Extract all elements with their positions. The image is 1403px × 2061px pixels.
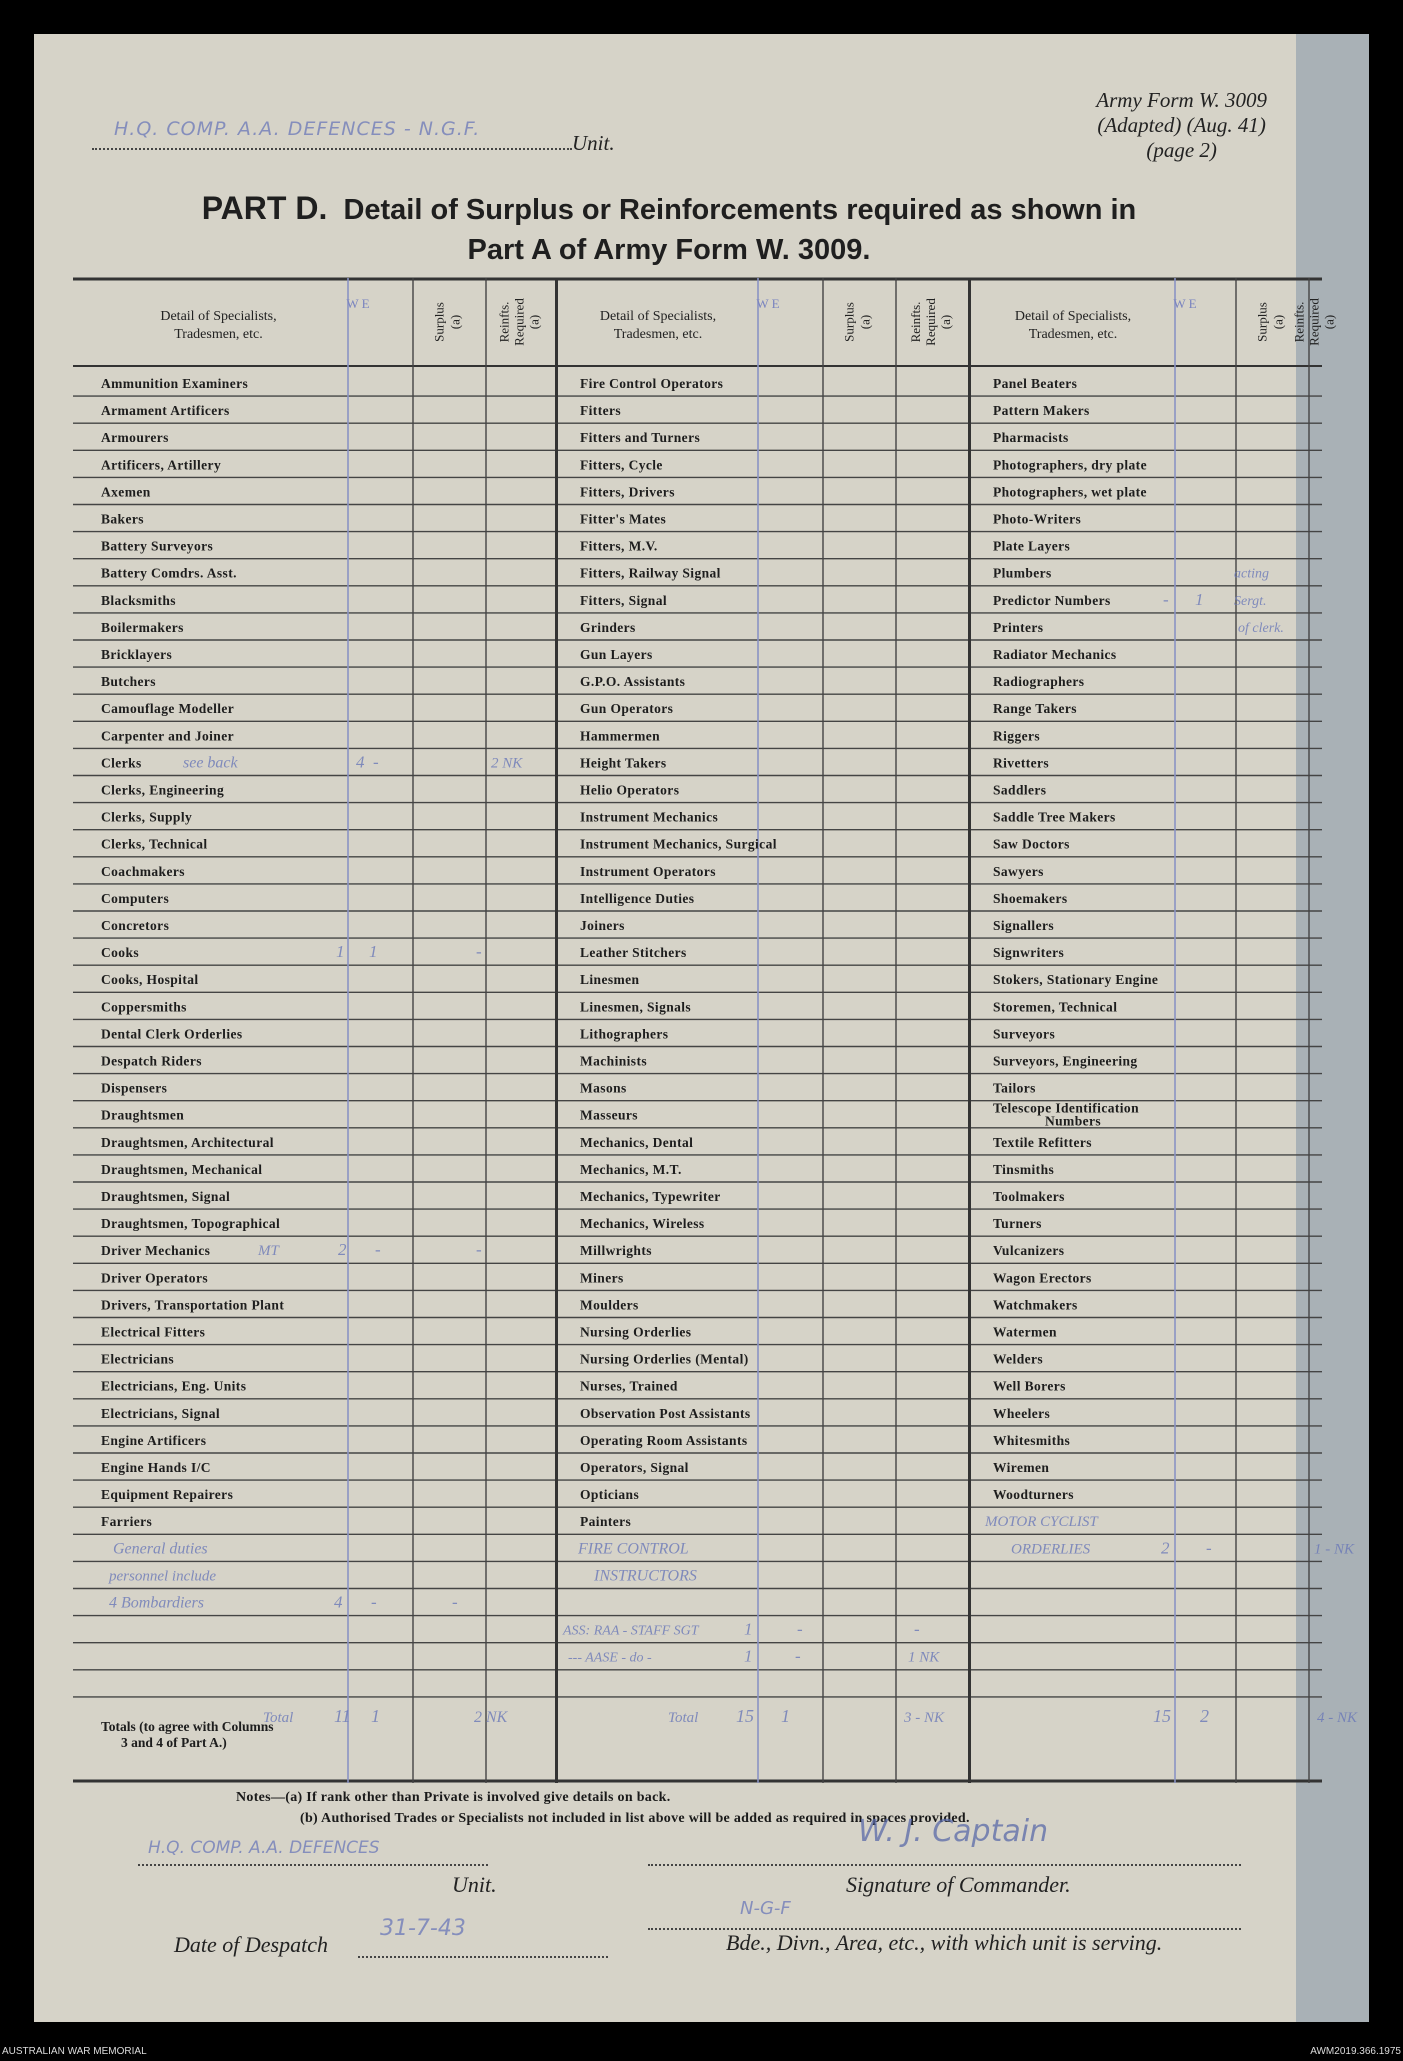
handwritten-entry: MOTOR CYCLIST	[985, 1514, 1098, 1531]
date-field	[358, 1916, 608, 1958]
page-title	[74, 188, 1264, 270]
handwritten-entry: 1 NK	[908, 1649, 940, 1666]
row-label: Camouflage Modeller	[101, 701, 235, 717]
handwritten-total: 2 NK	[474, 1709, 508, 1726]
row-label: Draughtsmen, Signal	[101, 1189, 231, 1204]
handwritten-entry: 1	[744, 1619, 753, 1639]
row-label: Watchmakers	[993, 1297, 1078, 1313]
col-header-detail: Tradesmen, etc.	[174, 327, 263, 342]
row-label: Range Takers	[993, 701, 1077, 717]
row-label: Hammermen	[580, 728, 661, 744]
row-label: Cooks	[101, 945, 140, 961]
row-label: Fitters, Drivers	[580, 484, 675, 500]
row-label: Draughtsmen, Architectural	[101, 1134, 274, 1150]
row-label: Signallers	[993, 918, 1055, 933]
row-label: Mechanics, M.T.	[580, 1161, 682, 1177]
credit-right: AWM2019.366.1975	[1310, 2046, 1401, 2057]
row-label: Clerks	[101, 755, 142, 771]
col-header-surplus: Surplus	[841, 302, 857, 342]
row-label: Blacksmiths	[101, 592, 176, 608]
row-label: Panel Beaters	[993, 376, 1078, 391]
form-page: (page 2)	[1146, 138, 1217, 162]
handwritten-entry: 4	[356, 752, 365, 772]
row-label: Engine Artificers	[101, 1432, 207, 1448]
row-label: Tinsmiths	[993, 1161, 1055, 1177]
col-header-detail: Detail of Specialists,	[1014, 309, 1132, 324]
row-label: Carpenter and Joiner	[101, 728, 234, 744]
row-label: Photographers, dry plate	[993, 457, 1147, 473]
totals-label: 3 and 4 of Part A.)	[121, 1734, 227, 1750]
handwritten-entry: -	[452, 1592, 458, 1612]
handwritten-total: Total	[263, 1710, 294, 1726]
handwritten-entry: 1	[1195, 589, 1204, 609]
row-label: Artificers, Artillery	[101, 457, 222, 473]
row-label: Mechanics, Dental	[580, 1134, 694, 1150]
table-grid	[73, 278, 1358, 1783]
handwritten-entry: MT	[258, 1243, 279, 1260]
row-label: Watermen	[993, 1324, 1057, 1340]
row-label: Axemen	[101, 484, 151, 500]
row-label: Computers	[101, 890, 170, 906]
col-header-reinf: Required	[1306, 298, 1322, 346]
unit-label-top: Unit.	[572, 131, 615, 155]
handwritten-total: Total	[668, 1710, 699, 1726]
row-label: Dispensers	[101, 1080, 168, 1096]
handwritten-total: 1	[781, 1706, 790, 1726]
row-label: Joiners	[580, 918, 625, 933]
handwritten-entry: -	[476, 1240, 482, 1260]
row-label: Nurses, Trained	[580, 1378, 678, 1394]
row-label: Shoemakers	[993, 890, 1068, 906]
row-label: Photographers, wet plate	[993, 484, 1147, 500]
row-label: Ammunition Examiners	[101, 376, 249, 391]
row-label: Bricklayers	[101, 647, 173, 662]
row-label: Bakers	[101, 511, 144, 527]
signature-label: Signature of Commander.	[846, 1872, 1071, 1897]
handwritten-entry: General duties	[113, 1540, 208, 1558]
row-label: Draughtsmen	[101, 1107, 185, 1123]
row-label: Mechanics, Typewriter	[580, 1189, 721, 1204]
row-label: Coachmakers	[101, 863, 185, 879]
unit-label-bottom: Unit.	[452, 1872, 497, 1897]
row-label: Linesmen	[580, 972, 640, 988]
col-header-surplus: (a)	[857, 314, 873, 330]
row-label: Draughtsmen, Topographical	[101, 1216, 281, 1232]
totals-label: Totals (to agree with Columns	[101, 1718, 274, 1734]
form-identifier	[1096, 88, 1267, 163]
signature-field	[648, 1814, 1241, 1866]
handwritten-total: 15	[1153, 1706, 1171, 1726]
row-label: Electricians, Eng. Units	[101, 1378, 247, 1394]
credit-left: AUSTRALIAN WAR MEMORIAL	[2, 2046, 147, 2057]
date-handwritten: 31-7-43	[380, 1916, 466, 1941]
handwritten-entry: of clerk.	[1238, 620, 1284, 636]
handwritten-entry: 1	[336, 942, 345, 962]
handwritten-total: 15	[736, 1706, 754, 1726]
row-label: Intelligence Duties	[580, 890, 695, 906]
row-label: Leather Stitchers	[580, 945, 687, 961]
handwritten-entry: Sergt.	[1234, 593, 1267, 609]
row-label: Predictor Numbers	[993, 592, 1111, 608]
note-a: Notes—(a) If rank other than Private is involved give details on back.	[236, 1790, 671, 1805]
row-label: Radiographers	[993, 674, 1085, 690]
row-label: Turners	[993, 1216, 1042, 1232]
date-label: Date of Despatch	[174, 1932, 328, 1957]
row-label: Drivers, Transportation Plant	[101, 1297, 285, 1313]
row-label: Equipment Repairers	[101, 1487, 234, 1503]
row-label: Saw Doctors	[993, 836, 1070, 852]
row-label: Battery Comdrs. Asst.	[101, 565, 237, 581]
bde-field	[648, 1898, 1241, 1930]
handwritten-entry: -	[1206, 1538, 1212, 1558]
row-label: Driver Mechanics	[101, 1243, 211, 1259]
col-header-reinf: Required	[511, 298, 527, 346]
row-label: Wheelers	[993, 1405, 1051, 1421]
row-label: Numbers	[1045, 1113, 1102, 1129]
title-line1: Detail of Surplus or Reinforcements required as shown in	[343, 194, 1137, 226]
handwritten-entry: -	[476, 942, 482, 962]
row-label: Surveyors	[993, 1026, 1056, 1042]
row-label: Despatch Riders	[101, 1053, 202, 1069]
row-label: Surveyors, Engineering	[993, 1053, 1138, 1069]
row-label: Wiremen	[993, 1460, 1050, 1475]
row-label: Machinists	[580, 1053, 648, 1069]
row-label: Painters	[580, 1514, 632, 1530]
form-number: Army Form W. 3009	[1096, 88, 1267, 112]
row-label: Grinders	[580, 619, 636, 635]
col-header-reinf: (a)	[526, 314, 542, 330]
row-label: Saddlers	[993, 782, 1047, 798]
handwritten-entry: 1 - NK	[1314, 1541, 1355, 1558]
handwritten-entry: 1	[744, 1646, 753, 1666]
handwritten-entry: INSTRUCTORS	[594, 1567, 697, 1585]
row-label: Fitters	[580, 403, 622, 419]
handwritten-entry: 4	[334, 1592, 343, 1612]
handwritten-entry: --- AASE - do -	[568, 1650, 652, 1666]
unit-handwritten-bottom: H.Q. COMP. A.A. DEFENCES	[148, 1838, 380, 1858]
row-label: Fire Control Operators	[580, 376, 724, 391]
row-label: Linesmen, Signals	[580, 999, 692, 1015]
row-label: Instrument Mechanics, Surgical	[580, 836, 777, 852]
row-label: Armament Artificers	[101, 403, 230, 419]
row-label: Sawyers	[993, 863, 1044, 879]
row-label: Saddle Tree Makers	[993, 809, 1116, 825]
row-label: Dental Clerk Orderlies	[101, 1026, 243, 1042]
handwritten-entry: -	[914, 1619, 920, 1639]
row-label: Opticians	[580, 1487, 640, 1503]
row-label: Clerks, Technical	[101, 836, 208, 852]
handwritten-entry: 1	[369, 942, 378, 962]
row-label: Stokers, Stationary Engine	[993, 972, 1159, 988]
row-label: Fitters, Signal	[580, 592, 667, 608]
col-header-surplus: (a)	[447, 314, 463, 330]
row-label: Operating Room Assistants	[580, 1432, 748, 1448]
row-label: Farriers	[101, 1514, 153, 1530]
row-label: Whitesmiths	[993, 1432, 1071, 1448]
row-label: Riggers	[993, 728, 1041, 744]
col-header-detail: Detail of Specialists,	[599, 309, 717, 324]
row-label: Engine Hands I/C	[101, 1460, 211, 1475]
row-label: Millwrights	[580, 1243, 652, 1259]
row-label: Plumbers	[993, 565, 1052, 581]
specialists-table	[73, 278, 1358, 1783]
handwritten-entry: personnel include	[109, 1568, 217, 1585]
col-header-reinf: Reinfts.	[1291, 301, 1307, 343]
row-label: Miners	[580, 1270, 624, 1286]
row-label: Instrument Mechanics	[580, 809, 719, 825]
row-label: Helio Operators	[580, 782, 680, 798]
row-label: Clerks, Supply	[101, 809, 193, 825]
row-label: Signwriters	[993, 945, 1065, 961]
form-adapted: (Adapted) (Aug. 41)	[1097, 113, 1266, 137]
row-label: Tailors	[993, 1080, 1036, 1096]
handwritten-total: 11	[334, 1706, 351, 1726]
row-label: Height Takers	[580, 755, 667, 771]
row-label: Driver Operators	[101, 1270, 208, 1286]
row-label: Wagon Erectors	[993, 1270, 1092, 1286]
handwritten-clerks-note: see back	[183, 754, 238, 772]
row-label: Fitters, Railway Signal	[580, 565, 721, 581]
handwritten-total: 2	[1200, 1706, 1209, 1726]
handwritten-entry: 2	[338, 1240, 347, 1260]
unit-handwritten-top: H.Q. COMP. A.A. DEFENCES - N.G.F.	[114, 118, 481, 140]
handwritten-total: 1	[371, 1706, 380, 1726]
col-header-reinf: Required	[923, 298, 938, 346]
row-label: Electricians, Signal	[101, 1405, 220, 1421]
handwritten-entry: acting	[1234, 566, 1269, 582]
handwritten-entry: -	[795, 1646, 801, 1666]
row-label: Gun Operators	[580, 701, 674, 717]
row-label: Pattern Makers	[993, 403, 1090, 419]
row-label: Battery Surveyors	[101, 538, 214, 554]
handwritten-entry: ORDERLIES	[1011, 1541, 1091, 1558]
row-label: Cooks, Hospital	[101, 972, 199, 988]
row-label: Rivetters	[993, 755, 1050, 771]
row-label: Observation Post Assistants	[580, 1405, 751, 1421]
col-header-reinf: Reinfts.	[496, 301, 512, 343]
row-label: Fitters, M.V.	[580, 538, 658, 554]
row-label: Instrument Operators	[580, 863, 716, 879]
col-header-surplus: Surplus	[431, 302, 447, 342]
row-label: Vulcanizers	[993, 1243, 1065, 1259]
row-label: Draughtsmen, Mechanical	[101, 1161, 263, 1177]
row-label: Well Borers	[993, 1378, 1066, 1394]
row-label: Moulders	[580, 1297, 639, 1313]
col-header-we: W E	[756, 296, 780, 311]
handwritten-entry: -	[373, 752, 379, 772]
row-label: Textile Refitters	[993, 1134, 1092, 1150]
row-label: Nursing Orderlies (Mental)	[580, 1351, 749, 1367]
col-header-reinf: (a)	[938, 314, 953, 330]
row-label: Electricians	[101, 1351, 175, 1367]
row-label: Welders	[993, 1351, 1044, 1367]
handwritten-entry: -	[371, 1592, 377, 1612]
signature-handwritten: W. J. Captain	[858, 1814, 1049, 1849]
row-label: Radiator Mechanics	[993, 647, 1117, 662]
col-header-detail: Tradesmen, etc.	[1028, 327, 1118, 342]
handwritten-entry: ASS: RAA - STAFF SGT	[563, 1623, 699, 1639]
handwritten-entry: -	[797, 1619, 803, 1639]
unit-field-bottom	[138, 1836, 488, 1866]
row-label: Fitter's Mates	[580, 511, 667, 527]
row-label: Printers	[993, 619, 1044, 635]
row-label: Gun Layers	[580, 647, 653, 662]
row-label: Plate Layers	[993, 538, 1071, 554]
note-b: (b) Authorised Trades or Specialists not included in list above will be added as required in spaces provided.	[300, 1811, 970, 1826]
row-label: Masons	[580, 1080, 627, 1096]
row-label: Operators, Signal	[580, 1460, 689, 1475]
handwritten-entry: FIRE CONTROL	[578, 1540, 689, 1558]
row-label: G.P.O. Assistants	[580, 674, 686, 690]
title-part: PART D.	[201, 190, 328, 226]
row-label: Toolmakers	[993, 1189, 1065, 1204]
handwritten-total: 4 - NK	[1317, 1710, 1358, 1726]
col-header-we: W E	[346, 296, 370, 311]
col-header-reinf: (a)	[1321, 314, 1337, 330]
row-label: Armourers	[101, 430, 169, 446]
handwritten-entry: -	[1163, 589, 1169, 609]
handwritten-total: 3 - NK	[904, 1710, 945, 1726]
row-label: Electrical Fitters	[101, 1324, 206, 1340]
title-line2: Part A of Army Form W. 3009.	[467, 234, 871, 266]
row-label: Lithographers	[580, 1026, 669, 1042]
handwritten-entry: 4 Bombardiers	[109, 1594, 204, 1612]
row-label: Masseurs	[580, 1107, 638, 1123]
row-label: Photo-Writers	[993, 511, 1082, 527]
row-label: Butchers	[101, 674, 156, 690]
col-header-we: W E	[1173, 296, 1197, 311]
col-header-detail: Detail of Specialists,	[160, 309, 277, 324]
handwritten-entry: 2 NK	[491, 755, 523, 772]
row-label: Boilermakers	[101, 619, 184, 635]
row-label: Telescope Identification	[993, 1100, 1139, 1116]
row-label: Nursing Orderlies	[580, 1324, 692, 1340]
row-label: Fitters, Cycle	[580, 457, 663, 473]
handwritten-entry: 2	[1161, 1538, 1170, 1558]
row-label: Pharmacists	[993, 430, 1069, 446]
col-header-reinf: Reinfts.	[908, 301, 923, 343]
row-label: Woodturners	[993, 1487, 1074, 1503]
col-header-detail: Tradesmen, etc.	[613, 327, 703, 342]
col-header-surplus: (a)	[1270, 314, 1286, 330]
col-header-surplus: Surplus	[1254, 302, 1270, 342]
row-label: Coppersmiths	[101, 999, 187, 1015]
row-label: Clerks, Engineering	[101, 782, 225, 798]
ngf-handwritten: N-G-F	[740, 1898, 791, 1919]
row-label: Concretors	[101, 918, 170, 933]
bde-label: Bde., Divn., Area, etc., with which unit is serving.	[726, 1930, 1163, 1955]
row-label: Fitters and Turners	[580, 430, 701, 446]
handwritten-entry: -	[375, 1240, 381, 1260]
unit-field-top	[92, 118, 572, 150]
row-label: Mechanics, Wireless	[580, 1216, 705, 1232]
row-label: Storemen, Technical	[993, 999, 1118, 1015]
